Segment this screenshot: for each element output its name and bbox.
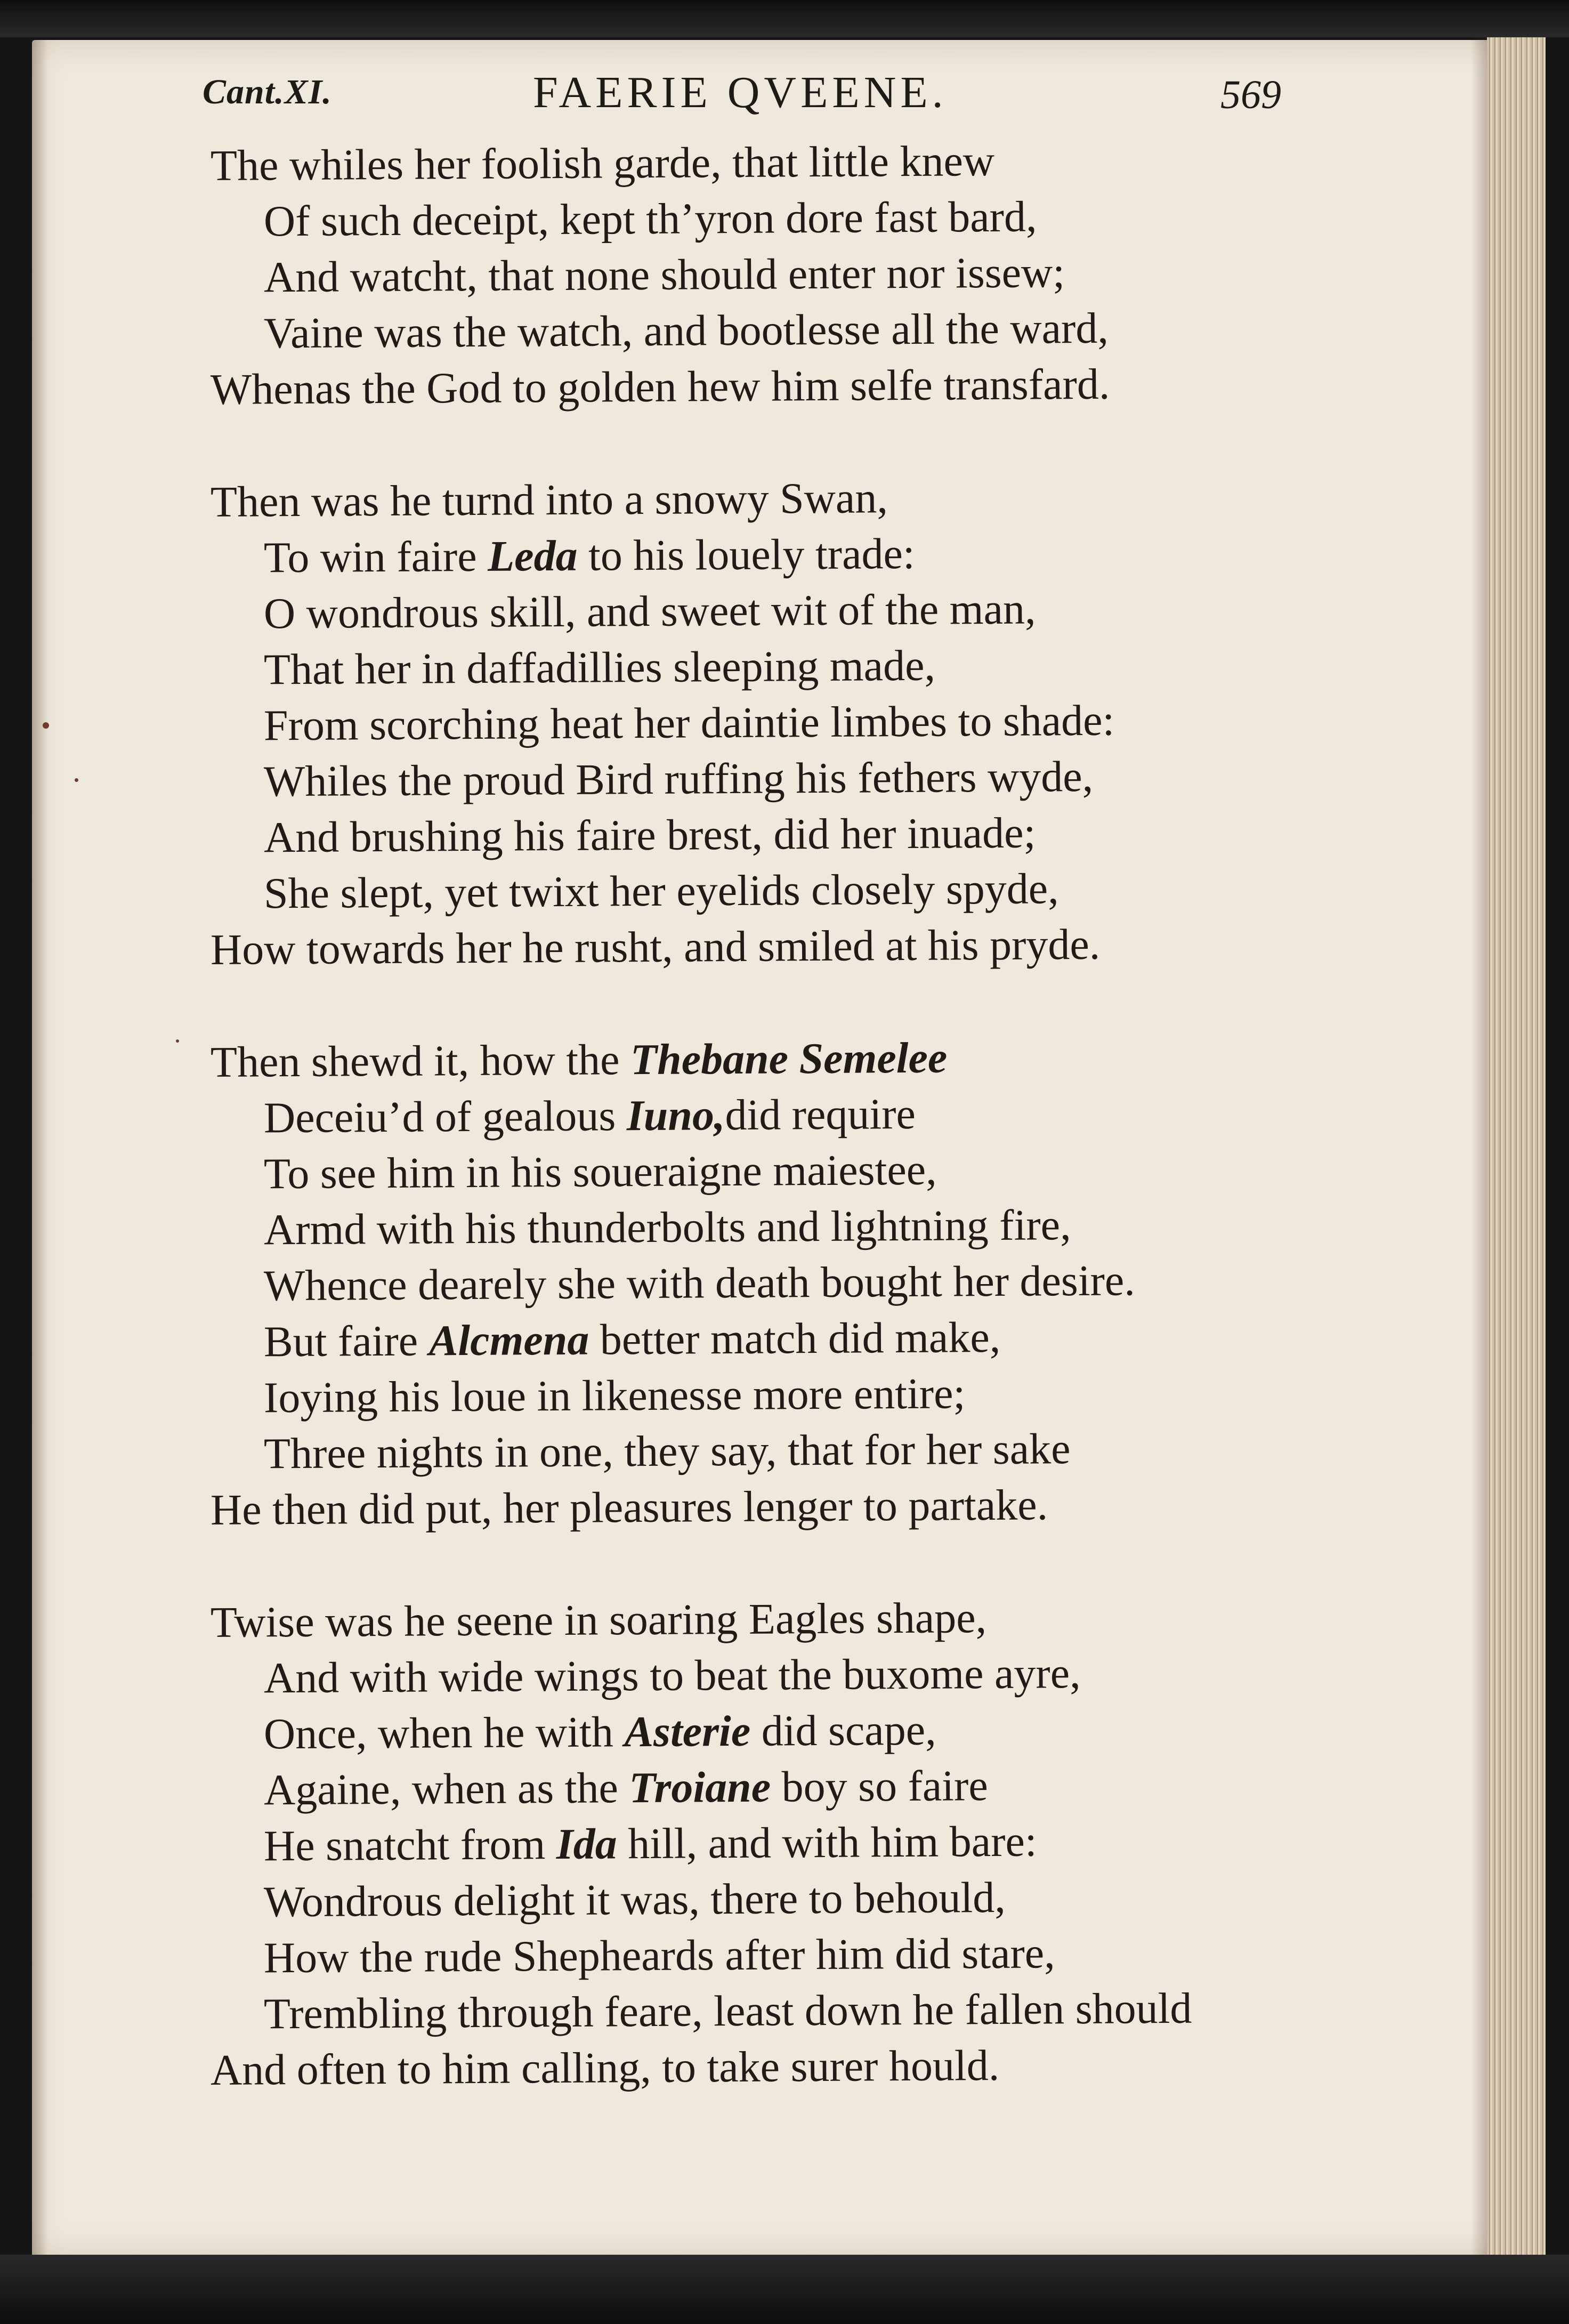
verse-line (211, 298, 1384, 361)
stanza (211, 1594, 1383, 2098)
verse-text: She slept, yet twixt her eyelids closely spyde, (263, 864, 1059, 918)
verse-text: How towards her he rusht, and smiled at his pryde. (210, 919, 1101, 974)
verse-line (211, 1587, 1384, 1650)
verse-line (211, 2035, 1384, 2098)
verse-line (211, 1083, 1384, 1146)
verse-line (211, 354, 1384, 417)
stanza-gap (211, 1538, 1383, 1594)
verse-line (211, 187, 1384, 249)
verse-text: Once, when he with (263, 1707, 625, 1758)
verse-text: And often to him calling, to take surer hould. (210, 2040, 1000, 2094)
verse-line (211, 747, 1384, 810)
verse-text: To win faire (263, 531, 488, 582)
running-head (0, 67, 1569, 125)
verse-text: O wondrous skill, and sweet wit of the man, (263, 584, 1036, 638)
page-fore-edge (1487, 37, 1546, 2260)
verse-line (211, 1419, 1384, 1482)
book-title: FAERIE QVEENE. (533, 68, 948, 117)
verse-text: hill, and with him bare: (617, 1817, 1037, 1868)
verse-line (211, 243, 1384, 305)
verse-text: He snatcht from (263, 1820, 557, 1870)
stanza (211, 474, 1383, 978)
verse-text: Wondrous delight it was, there to behould, (263, 1873, 1006, 1926)
canto-label: Cant.XI. (203, 72, 332, 111)
verse-line (211, 1363, 1384, 1426)
verse-text: Ioying his loue in likenesse more entire; (263, 1369, 966, 1422)
italic-name: Alcmena (428, 1315, 589, 1365)
verse-text: boy so faire (770, 1761, 989, 1811)
verse-text: Armd with his thunderbolts and lightning fire, (263, 1200, 1071, 1254)
page-number: 569 (1220, 72, 1281, 117)
verse-text: Whenas the God to golden hew him selfe transfard. (210, 359, 1110, 414)
verse-line (211, 1139, 1384, 1202)
verse-text: Then shewd it, how the (210, 1035, 631, 1086)
stanza-gap (211, 417, 1383, 474)
ink-speck (75, 778, 78, 782)
ink-speck (43, 722, 49, 729)
verse-line (211, 1923, 1384, 1986)
verse-line (211, 859, 1384, 922)
verse-line (211, 467, 1384, 530)
verse-text: And watcht, that none should enter nor issew; (263, 248, 1065, 302)
italic-name: Leda (487, 531, 578, 580)
verse-text: From scorching heat her daintie limbes to shade: (263, 696, 1115, 750)
stanza (211, 138, 1383, 417)
verse-line (211, 523, 1384, 586)
verse-text: to his louely trade: (577, 529, 915, 580)
italic-name: Iuno, (626, 1091, 725, 1140)
verse-line (211, 1699, 1384, 1762)
verse-line (211, 1027, 1384, 1090)
verse-text: Of such deceipt, kept th’yron dore fast bard, (263, 192, 1037, 246)
verse-text: To see him in his soueraigne maiestee, (263, 1145, 937, 1198)
verse-text: Whiles the proud Bird ruffing his fethers wyde, (263, 752, 1094, 806)
verse-line (211, 1811, 1384, 1874)
top-binding-edge (0, 0, 1569, 37)
verse-line (211, 1867, 1384, 1930)
bottom-binding-edge (0, 2255, 1569, 2324)
verse-line (211, 579, 1384, 642)
verse-text: The whiles her foolish garde, that little knew (210, 136, 995, 190)
verse-line (211, 1475, 1384, 1538)
verse-line (211, 1643, 1384, 1706)
verse-line (211, 1307, 1384, 1370)
verse-line (211, 131, 1384, 193)
italic-name: Troiane (629, 1762, 771, 1812)
verse-line (211, 915, 1384, 978)
verse-text: But faire (263, 1316, 429, 1366)
verse-line (211, 1251, 1384, 1314)
verse-text: better match did make, (589, 1312, 1001, 1364)
stanza (211, 1034, 1383, 1538)
verse-line (211, 1755, 1384, 1818)
verse-text: He then did put, her pleasures lenger to partake. (210, 1480, 1048, 1534)
stanza-gap (211, 978, 1383, 1034)
verse-line (211, 1195, 1384, 1258)
verse-text: Againe, when as the (263, 1763, 629, 1814)
verse-line (211, 1979, 1384, 2042)
verse-text: did scape, (750, 1705, 936, 1755)
italic-name: Asterie (624, 1706, 751, 1756)
verse-text: Twise was he seene in soaring Eagles shape, (210, 1593, 987, 1647)
page-gutter-shadow (32, 40, 48, 2257)
italic-name: Thebane Semelee (630, 1033, 948, 1084)
verse-line (211, 635, 1384, 698)
verse-text: Whence dearely she with death bought her desire. (263, 1256, 1136, 1310)
verse-text: That her in daffadillies sleeping made, (263, 641, 936, 694)
verse-text: Trembling through feare, least down he fallen should (263, 1983, 1192, 2038)
verse-text: Deceiu’d of gealous (263, 1091, 627, 1142)
verse-text: Three nights in one, they say, that for her sake (263, 1424, 1071, 1478)
verse-text: Then was he turnd into a snowy Swan, (210, 473, 888, 526)
verse-line (211, 691, 1384, 754)
verse-text: Vaine was the watch, and bootlesse all the ward, (263, 303, 1109, 358)
verse-text: And with wide wings to beat the buxome ayre, (263, 1649, 1081, 1702)
poem-text (211, 138, 1383, 2098)
italic-name: Ida (556, 1819, 617, 1869)
verse-text: How the rude Shepheards after him did stare, (263, 1928, 1055, 1982)
verse-text: did require (725, 1089, 916, 1140)
verse-text: And brushing his faire brest, did her inuade; (263, 808, 1036, 862)
ink-speck (176, 1039, 179, 1043)
verse-line (211, 803, 1384, 866)
